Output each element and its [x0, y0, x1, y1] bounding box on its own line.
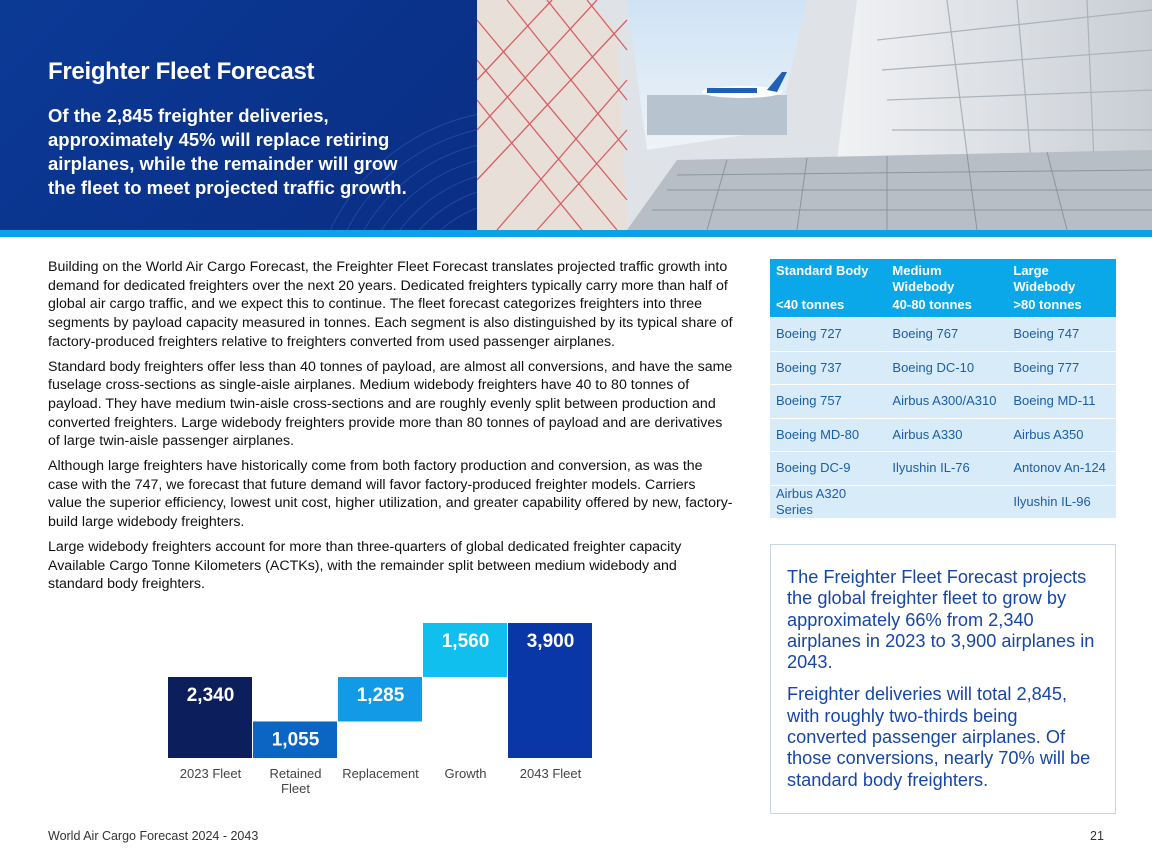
chart-data-label: 1,560	[441, 631, 490, 652]
table-cell: Airbus A350	[1007, 418, 1116, 452]
table-cell: Airbus A320 Series	[770, 485, 886, 518]
body-paragraph: Although large freighters have historically come from both factory production and conversion, as was the case with the 747, we forecast that future demand will favor factory-produced freighter models. Carriers value the superior efficiency, lowest unit cost, higher utilization, and greater capability offered by new, factory-build large widebody freighters.	[48, 458, 733, 531]
chart-data-label: 2,340	[186, 685, 235, 706]
table-row	[770, 351, 1116, 385]
table-cell: Airbus A300/A310	[886, 385, 1007, 419]
table-cell: Boeing 747	[1007, 318, 1116, 352]
cargo-hold-illustration	[477, 0, 1152, 230]
table-row	[770, 318, 1116, 352]
table-header-medium-widebody: Medium Widebody	[886, 259, 1007, 295]
table-cell: Airbus A330	[886, 418, 1007, 452]
footer-title: World Air Cargo Forecast 2024 - 2043	[48, 829, 259, 843]
table-cell: Boeing MD-11	[1007, 385, 1116, 419]
table-header-standard-body: Standard Body	[770, 259, 886, 295]
table-cell: Boeing 777	[1007, 351, 1116, 385]
chart-category-label: Replacement	[342, 766, 419, 781]
body-paragraph: Standard body freighters offer less than 40 tonnes of payload, are almost all conversions, and have the same fuselage cross-sections as single-aisle airplanes. Medium widebody freighters have 40 to 80 tonnes of payload. They have medium twin-aisle cross-sections and are roughly evenly split between production and converted freighters. Large widebody freighters provide more than 80 tonnes of payload and are derivatives of large twin-aisle passenger airplanes.	[48, 358, 733, 450]
accent-bar	[0, 230, 1152, 237]
table-cell: Boeing MD-80	[770, 418, 886, 452]
table-cell: Boeing 727	[770, 318, 886, 352]
header-banner	[0, 0, 1152, 230]
table-cell: Ilyushin IL-96	[1007, 485, 1116, 518]
table-row	[770, 385, 1116, 419]
chart-category-label: Growth	[444, 766, 487, 781]
body-paragraph: Building on the World Air Cargo Forecast, the Freighter Fleet Forecast translates projected traffic growth into demand for dedicated freighters over the next 20 years. Dedicated freighters typically carry more than half of global air cargo traffic, and we expect this to continue. The fleet forecast categorizes freighters into three segments by payload capacity measured in tonnes. Each segment is also distinguished by its typical share of factory-produced freighters relative to freighters converted from used passenger airplanes.	[48, 259, 733, 350]
table-row	[770, 418, 1116, 452]
page-subtitle: Of the 2,845 freighter deliveries, approximately 45% will replace retiring airplanes, while the remainder will grow the fleet to meet projected traffic growth.	[48, 105, 407, 198]
chart-category-label: Retained	[269, 766, 322, 781]
freighter-segment-table	[770, 259, 1116, 518]
page-title: Freighter Fleet Forecast	[48, 58, 315, 85]
table-header-large-widebody: Large Widebody	[1007, 259, 1116, 295]
page-number: 21	[1090, 829, 1104, 843]
table-cell: Boeing DC-10	[886, 351, 1007, 385]
chart-data-label: 1,055	[271, 729, 320, 751]
callout-box	[770, 544, 1116, 814]
table-cell: Ilyushin IL-76	[886, 452, 1007, 486]
chart-data-label: 1,285	[356, 685, 405, 706]
chart-category-label: 2043 Fleet	[519, 766, 582, 781]
table-cell: Boeing DC-9	[770, 452, 886, 486]
chart-data-label: 3,900	[526, 631, 575, 652]
callout-paragraph: The Freighter Fleet Forecast projects the global freighter fleet to grow by approximately 66% from 2,340 airplanes in 2023 to 3,900 airplanes in 2043.	[787, 567, 1095, 673]
table-cell: Boeing 737	[770, 351, 886, 385]
table-cell: Boeing 757	[770, 385, 886, 419]
chart-category-label: 2023 Fleet	[179, 766, 242, 781]
body-text	[48, 258, 733, 600]
body-paragraph: Large widebody freighters account for more than three-quarters of global dedicated freighter capacity Available Cargo Tonne Kilometers (ACTKs), with the remainder split between medium widebody and standard body freighters.	[48, 538, 682, 593]
chart-category-label: Fleet	[281, 781, 310, 796]
cargo-hold-photo	[477, 0, 1152, 230]
table-row	[770, 452, 1116, 486]
table-header-range: >80 tonnes	[1007, 295, 1116, 318]
table-row	[770, 485, 1116, 518]
callout-paragraph: Freighter deliveries will total 2,845, with roughly two-thirds being converted passenger airplanes. Of those conversions, nearly 70% will be standard body freighters.	[787, 684, 1091, 790]
table-header-range: <40 tonnes	[770, 295, 886, 318]
fleet-waterfall-chart	[150, 615, 620, 805]
table-cell	[886, 485, 1007, 518]
table-cell: Antonov An-124	[1007, 452, 1116, 486]
table-header-range: 40-80 tonnes	[886, 295, 1007, 318]
table-cell: Boeing 767	[886, 318, 1007, 352]
